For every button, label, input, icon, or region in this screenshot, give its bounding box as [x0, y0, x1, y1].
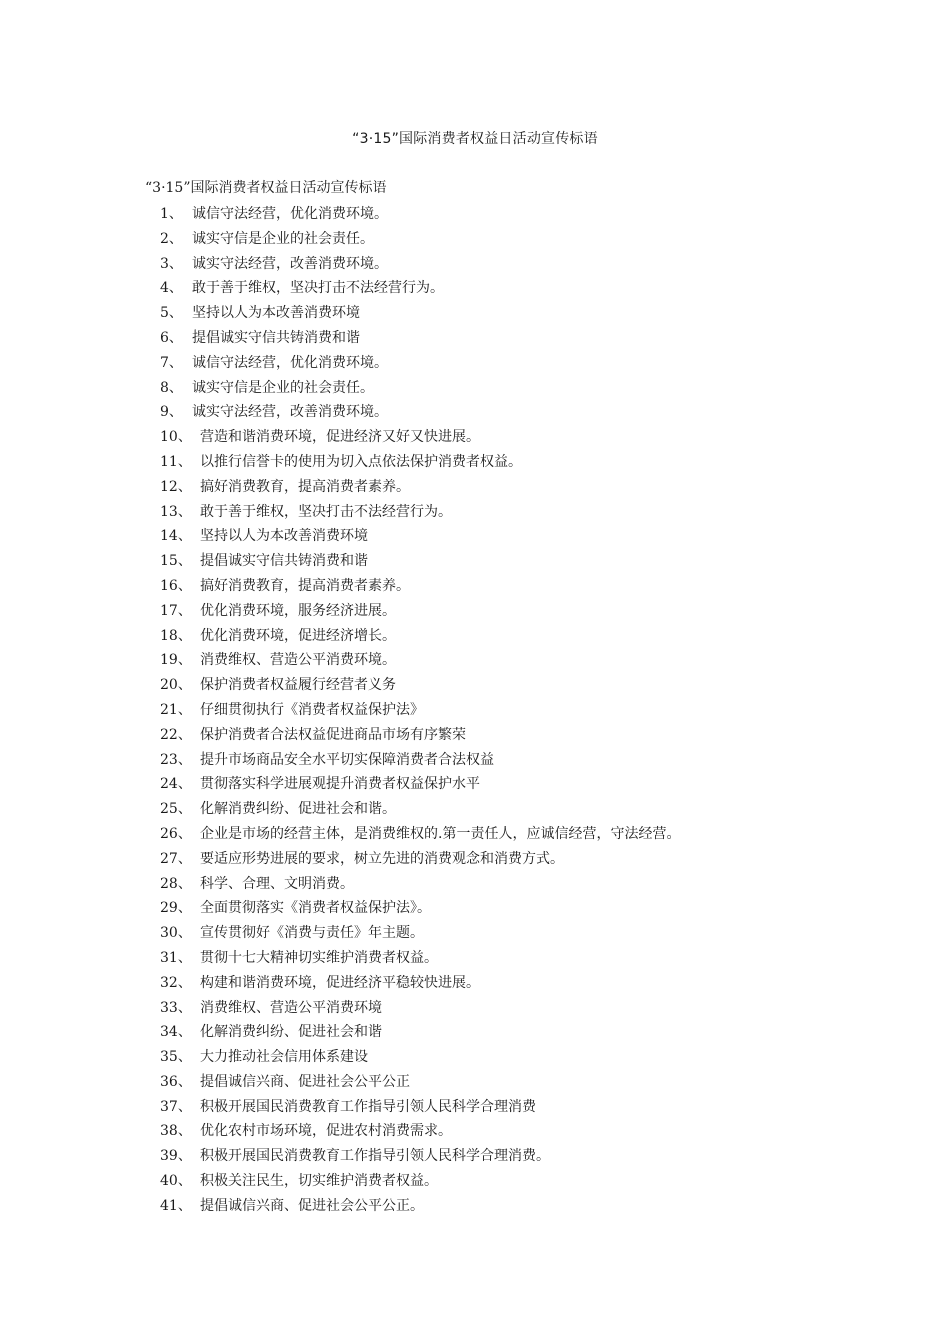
list-item-number: 9、 — [160, 404, 183, 421]
list-item-number: 19、 — [160, 652, 192, 669]
list-item — [0, 822, 950, 847]
list-item — [0, 1144, 950, 1169]
list-item-number: 11、 — [160, 453, 192, 470]
list-item-number: 23、 — [160, 751, 192, 768]
list-item — [0, 252, 950, 277]
list-item — [0, 524, 950, 549]
list-item-number: 6、 — [160, 329, 183, 346]
list-item-number: 12、 — [160, 478, 192, 495]
list-item — [0, 996, 950, 1021]
document-title: “3·15”国际消费者权益日活动宣传标语 — [352, 131, 598, 147]
list-item-number: 28、 — [160, 875, 192, 892]
list-item-number: 8、 — [160, 379, 183, 396]
list-item-text: 化解消费纠纷、促进社会和谐 — [200, 1024, 382, 1041]
list-item-number: 16、 — [160, 577, 192, 594]
list-item-text: 贯彻落实科学进展观提升消费者权益保护水平 — [200, 776, 480, 793]
list-item-number: 4、 — [160, 280, 183, 297]
list-item — [0, 723, 950, 748]
list-item-number: 22、 — [160, 726, 192, 743]
list-item-text: 提倡诚信兴商、促进社会公平公正 — [200, 1073, 410, 1090]
list-item-number: 18、 — [160, 627, 192, 644]
list-item-number: 27、 — [160, 850, 192, 867]
list-item-text: 敢于善于维权，坚决打击不法经营行为。 — [192, 280, 444, 297]
list-item — [0, 648, 950, 673]
list-item — [0, 450, 950, 475]
list-item-number: 30、 — [160, 925, 192, 942]
list-item-number: 21、 — [160, 701, 192, 718]
list-item-text: 要适应形势进展的要求，树立先进的消费观念和消费方式。 — [200, 850, 564, 867]
list-item — [0, 351, 950, 376]
list-item — [0, 921, 950, 946]
list-item — [0, 698, 950, 723]
list-item-text: 提倡诚信兴商、促进社会公平公正。 — [200, 1197, 424, 1214]
list-item — [0, 1119, 950, 1144]
list-item-number: 3、 — [160, 255, 183, 272]
list-item — [0, 276, 950, 301]
list-item-number: 24、 — [160, 776, 192, 793]
list-item-text: 贯彻十七大精神切实维护消费者权益。 — [200, 949, 438, 966]
list-item — [0, 872, 950, 897]
list-item-number: 2、 — [160, 230, 183, 247]
list-item — [0, 772, 950, 797]
list-item — [0, 326, 950, 351]
list-item — [0, 1095, 950, 1120]
list-item-number: 1、 — [160, 206, 183, 222]
list-item-number: 25、 — [160, 801, 192, 818]
list-item-text: 营造和谐消费环境，促进经济又好又快进展。 — [200, 429, 480, 446]
list-item-number: 13、 — [160, 503, 192, 520]
list-item-text: 企业是市场的经营主体，是消费维权的.第一责任人，应诚信经营，守法经营。 — [200, 825, 681, 842]
list-item-text: 优化农村市场环境，促进农村消费需求。 — [200, 1123, 452, 1140]
list-item — [0, 400, 950, 425]
list-item-text: 坚持以人为本改善消费环境 — [192, 305, 360, 322]
list-item-text: 坚持以人为本改善消费环境 — [200, 528, 368, 545]
list-item — [0, 475, 950, 500]
list-item-number: 39、 — [160, 1148, 192, 1165]
list-item-number: 35、 — [160, 1049, 192, 1066]
list-item-text: 化解消费纠纷、促进社会和谐。 — [200, 801, 396, 818]
list-item-text: 全面贯彻落实《消费者权益保护法》。 — [200, 900, 431, 917]
list-item-text: 诚信守法经营，优化消费环境。 — [192, 206, 388, 222]
list-item-number: 20、 — [160, 677, 192, 694]
list-item-number: 7、 — [160, 354, 183, 371]
list-item-text: 积极开展国民消费教育工作指导引领人民科学合理消费。 — [200, 1148, 550, 1165]
list-item-text: 优化消费环境，促进经济增长。 — [200, 627, 396, 644]
list-item-text: 消费维权、营造公平消费环境 — [200, 999, 382, 1016]
list-item — [0, 599, 950, 624]
list-item-number: 41、 — [160, 1197, 192, 1214]
list-item-text: 敢于善于维权，坚决打击不法经营行为。 — [200, 503, 452, 520]
list-item-number: 29、 — [160, 900, 192, 917]
list-item-text: 宣传贯彻好《消费与责任》年主题。 — [200, 925, 424, 942]
list-item-number: 31、 — [160, 949, 192, 966]
list-item-number: 34、 — [160, 1024, 192, 1041]
list-item-text: 诚实守法经营，改善消费环境。 — [192, 255, 388, 272]
list-item-text: 积极开展国民消费教育工作指导引领人民科学合理消费 — [200, 1098, 536, 1115]
list-item — [0, 1169, 950, 1194]
list-item — [0, 301, 950, 326]
list-item — [0, 748, 950, 773]
list-item-number: 40、 — [160, 1173, 192, 1190]
list-item-text: 消费维权、营造公平消费环境。 — [200, 652, 396, 669]
list-item-number: 15、 — [160, 553, 192, 570]
list-item — [0, 500, 950, 525]
list-item-number: 10、 — [160, 429, 192, 446]
list-item-number: 36、 — [160, 1073, 192, 1090]
list-item-text: 搞好消费教育，提高消费者素养。 — [200, 577, 410, 594]
list-item — [0, 1070, 950, 1095]
slogan-list — [0, 202, 950, 1219]
list-item — [0, 624, 950, 649]
list-item — [0, 1194, 950, 1219]
list-item-number: 17、 — [160, 602, 192, 619]
list-item-text: 提倡诚实守信共铸消费和谐 — [192, 329, 360, 346]
list-item — [0, 227, 950, 252]
list-item-text: 大力推动社会信用体系建设 — [200, 1049, 368, 1066]
list-item-number: 5、 — [160, 305, 183, 322]
list-item-text: 诚实守法经营，改善消费环境。 — [192, 404, 388, 421]
list-item — [0, 673, 950, 698]
list-item-text: 诚信守法经营，优化消费环境。 — [192, 354, 388, 371]
list-item — [0, 1045, 950, 1070]
list-item-text: 以推行信誉卡的使用为切入点依法保护消费者权益。 — [200, 453, 522, 470]
list-item — [0, 1020, 950, 1045]
list-item — [0, 971, 950, 996]
list-item-number: 38、 — [160, 1123, 192, 1140]
list-item-number: 26、 — [160, 825, 192, 842]
list-item-number: 33、 — [160, 999, 192, 1016]
list-item — [0, 425, 950, 450]
list-item-text: 诚实守信是企业的社会责任。 — [192, 230, 374, 247]
list-item-number: 14、 — [160, 528, 192, 545]
list-item — [0, 376, 950, 401]
list-item-text: 科学、合理、文明消费。 — [200, 875, 354, 892]
list-item — [0, 946, 950, 971]
list-item-text: 优化消费环境，服务经济进展。 — [200, 602, 396, 619]
list-item — [0, 847, 950, 872]
list-item-text: 构建和谐消费环境，促进经济平稳较快进展。 — [200, 974, 480, 991]
document-subtitle: “3·15”国际消费者权益日活动宣传标语 — [145, 180, 387, 196]
list-item-text: 仔细贯彻执行《消费者权益保护法》 — [200, 701, 424, 718]
list-item — [0, 202, 950, 227]
list-item-text: 提倡诚实守信共铸消费和谐 — [200, 553, 368, 570]
list-item — [0, 549, 950, 574]
list-item-text: 搞好消费教育，提高消费者素养。 — [200, 478, 410, 495]
list-item-text: 提升市场商品安全水平切实保障消费者合法权益 — [200, 751, 494, 768]
list-item-text: 保护消费者权益履行经营者义务 — [200, 677, 396, 694]
list-item-text: 积极关注民生，切实维护消费者权益。 — [200, 1173, 438, 1190]
list-item-text: 保护消费者合法权益促进商品市场有序繁荣 — [200, 726, 466, 743]
list-item-text: 诚实守信是企业的社会责任。 — [192, 379, 374, 396]
list-item-number: 32、 — [160, 974, 192, 991]
list-item — [0, 896, 950, 921]
list-item — [0, 574, 950, 599]
list-item — [0, 797, 950, 822]
list-item-number: 37、 — [160, 1098, 192, 1115]
